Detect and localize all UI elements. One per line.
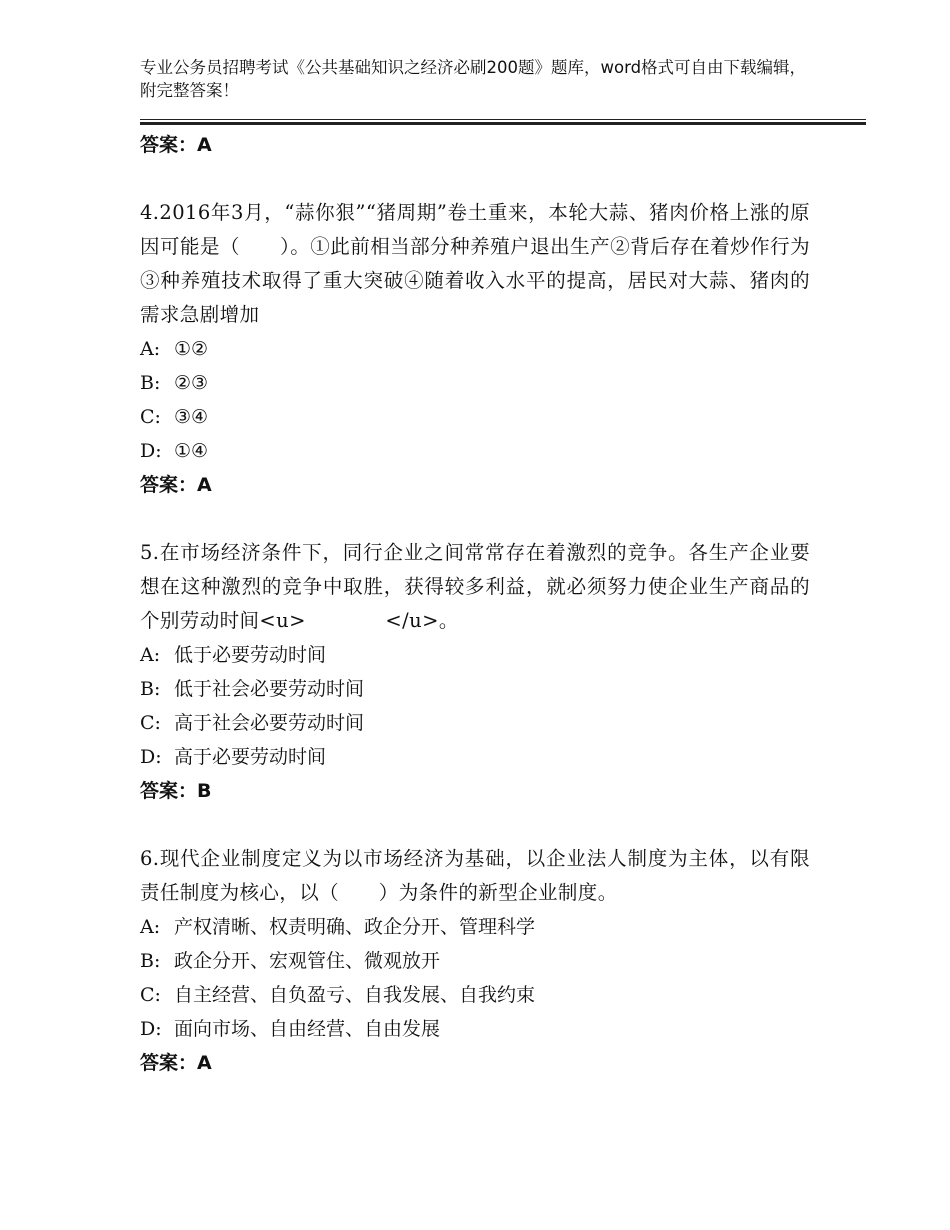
option-letter: B: <box>140 678 161 700</box>
question-stem: 4.2016年3月，“蒜你狠”“猪周期”卷土重来，本轮大蒜、猪肉价格上涨的原因可能是（ ）。①此前相当部分种养殖户退出生产②背后存在着炒作行为③种养殖技术取得了重大突破④随着收入水平的提高，居民对大蒜、猪肉的需求急剧增加 <box>140 201 810 326</box>
option-letter: D: <box>140 746 162 768</box>
option-text: 低于社会必要劳动时间 <box>174 678 365 700</box>
option-letter: A: <box>140 644 161 666</box>
option-text: ③④ <box>174 406 209 428</box>
option-letter: C: <box>140 406 161 428</box>
spacer <box>140 808 810 842</box>
header-rule-thick <box>140 122 866 125</box>
question-block <box>140 536 810 808</box>
option-b <box>140 672 810 706</box>
option-letter: D: <box>140 440 162 462</box>
option-c <box>140 978 810 1012</box>
document-body <box>140 128 810 1080</box>
option-text: 自主经营、自负盈亏、自我发展、自我约束 <box>174 984 536 1006</box>
question-block <box>140 196 810 502</box>
option-letter: A: <box>140 916 161 938</box>
option-a <box>140 332 810 366</box>
option-text: 高于必要劳动时间 <box>174 746 327 768</box>
option-text: 政企分开、宏观管住、微观放开 <box>174 950 441 972</box>
option-letter: B: <box>140 372 161 394</box>
question-stem: 6.现代企业制度定义为以市场经济为基础，以企业法人制度为主体，以有限责任制度为核心，以（ ）为条件的新型企业制度。 <box>140 847 810 904</box>
option-b <box>140 944 810 978</box>
spacer <box>140 502 810 536</box>
option-d <box>140 434 810 468</box>
spacer <box>140 162 810 196</box>
option-letter: C: <box>140 984 161 1006</box>
option-text: 高于社会必要劳动时间 <box>174 712 365 734</box>
option-a <box>140 638 810 672</box>
document-header: 专业公务员招聘考试《公共基础知识之经济必刷200题》题库，word格式可自由下载编辑，附完整答案！ <box>140 58 807 100</box>
question-block <box>140 842 810 1080</box>
option-text: ①④ <box>174 440 209 462</box>
option-c <box>140 706 810 740</box>
option-letter: C: <box>140 712 161 734</box>
question-stem: 5.在市场经济条件下，同行企业之间常常存在着激烈的竞争。各生产企业要想在这种激烈的竞争中取胜，获得较多利益，就必须努力使企业生产商品的个别劳动时间<u> </u>。 <box>140 541 810 632</box>
option-d <box>140 1012 810 1046</box>
option-b <box>140 366 810 400</box>
option-letter: D: <box>140 1018 162 1040</box>
answer-line: 答案：A <box>140 474 212 496</box>
option-d <box>140 740 810 774</box>
option-a <box>140 910 810 944</box>
answer-line: 答案：B <box>140 780 212 802</box>
option-text: 低于必要劳动时间 <box>174 644 327 666</box>
answer-line: 答案：A <box>140 1052 212 1074</box>
header-rule-thin <box>140 119 866 120</box>
option-text: ①② <box>174 338 209 360</box>
option-text: 面向市场、自由经营、自由发展 <box>174 1018 441 1040</box>
option-letter: A: <box>140 338 161 360</box>
option-text: ②③ <box>174 372 209 394</box>
option-text: 产权清晰、权责明确、政企分开、管理科学 <box>174 916 536 938</box>
option-c <box>140 400 810 434</box>
option-letter: B: <box>140 950 161 972</box>
answer-line: 答案：A <box>140 134 212 156</box>
